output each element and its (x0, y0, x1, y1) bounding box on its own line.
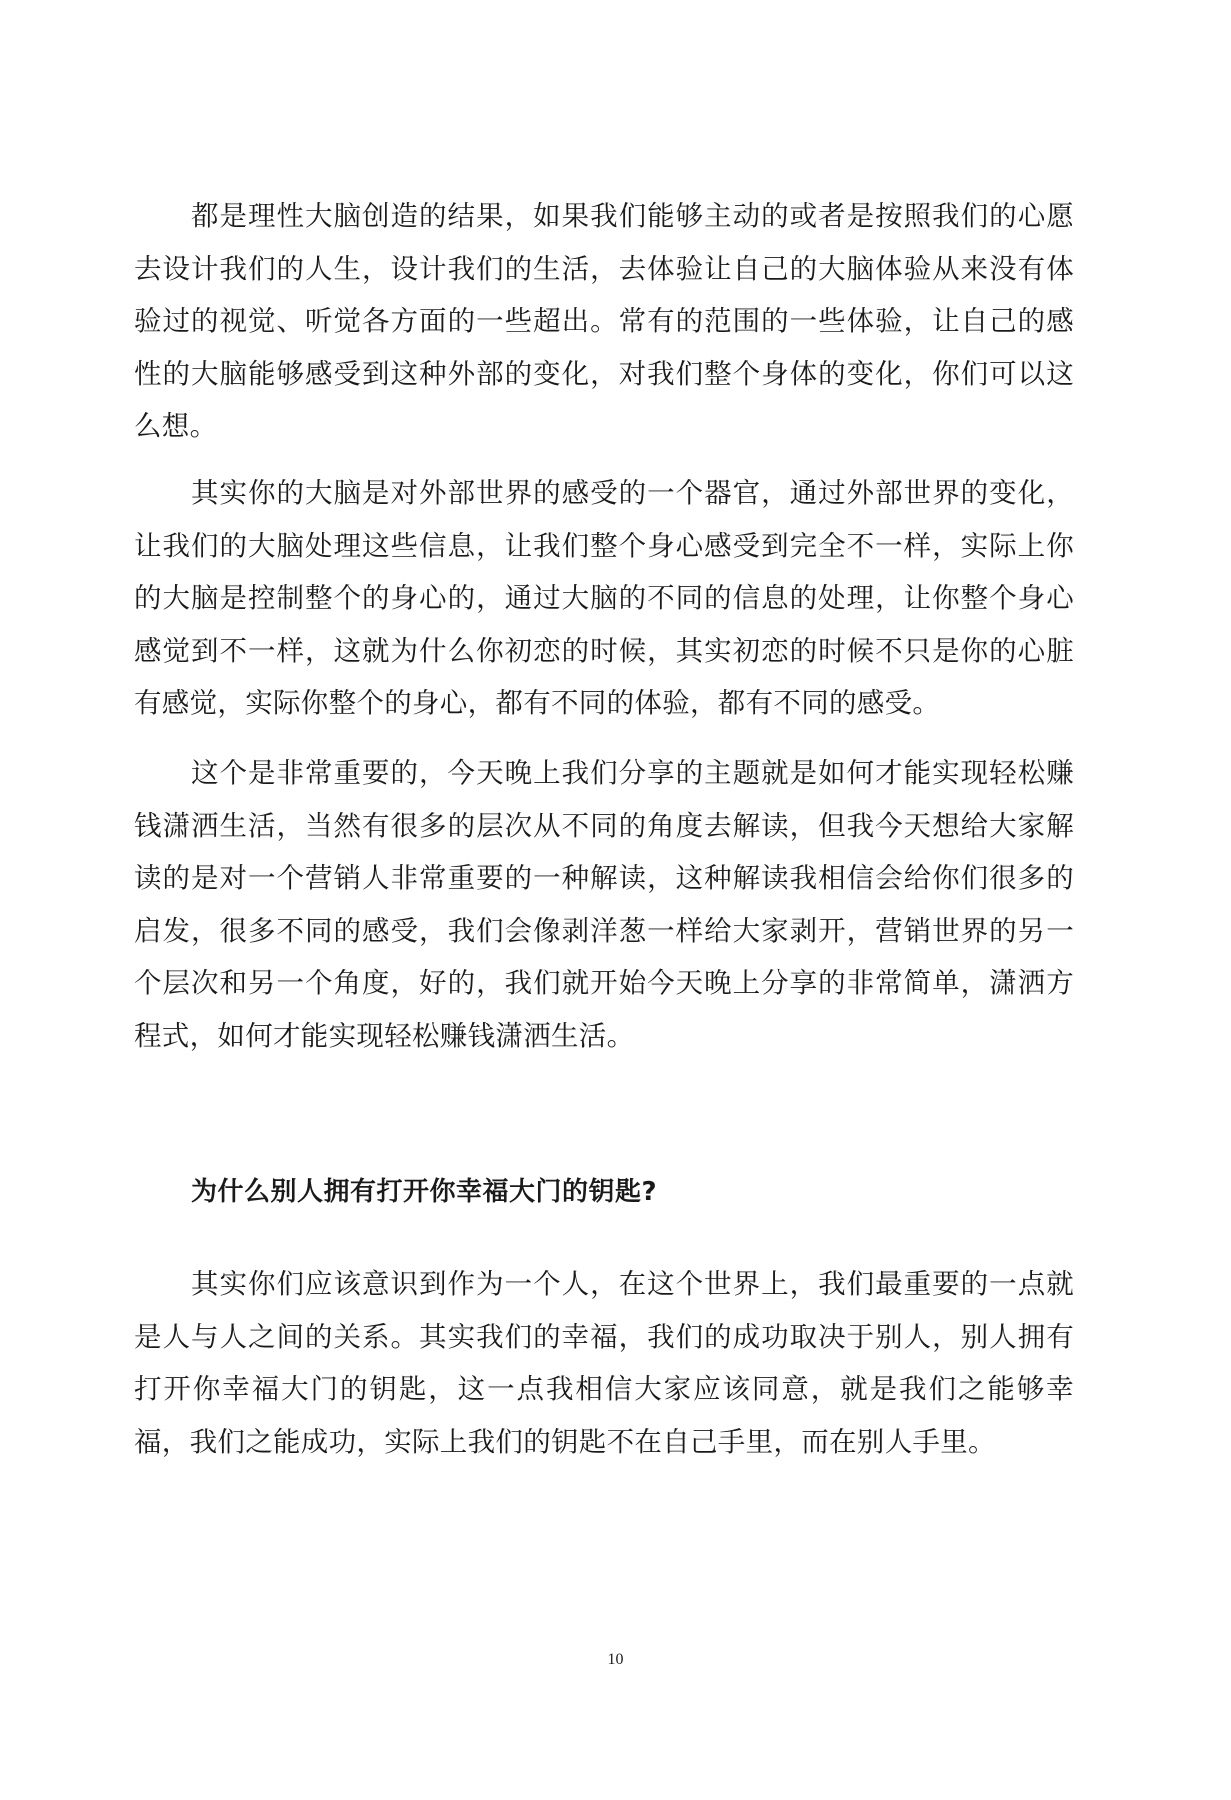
body-paragraph: 其实你们应该意识到作为一个人，在这个世界上，我们最重要的一点就是人与人之间的关系。其实我们的幸福，我们的成功取决于别人，别人拥有打开你幸福大门的钥匙，这一点我相信大家应该同意，就是我们之能够幸福，我们之能成功，实际上我们的钥匙不在自己手里，而在别人手里。 (134, 1268, 1074, 1458)
body-paragraph: 都是理性大脑创造的结果，如果我们能够主动的或者是按照我们的心愿去设计我们的人生，设计我们的生活，去体验让自己的大脑体验从来没有体验过的视觉、听觉各方面的一些超出。常有的范围的一些体验，让自己的感性的大脑能够感受到这种外部的变化，对我们整个身体的变化，你们可以这么想。 (134, 200, 1074, 443)
body-paragraph: 这个是非常重要的，今天晚上我们分享的主题就是如何才能实现轻松赚钱潇洒生活，当然有很多的层次从不同的角度去解读，但我今天想给大家解读的是对一个营销人非常重要的一种解读，这种解读我相信会给你们很多的启发，很多不同的感受，我们会像剥洋葱一样给大家剥开，营销世界的另一个层次和另一个角度，好的，我们就开始今天晚上分享的非常简单，潇洒方程式，如何才能实现轻松赚钱潇洒生活。 (134, 757, 1074, 1052)
section-heading: 为什么别人拥有打开你幸福大门的钥匙? (191, 1177, 658, 1207)
body-paragraph: 其实你的大脑是对外部世界的感受的一个器官，通过外部世界的变化，让我们的大脑处理这些信息，让我们整个身心感受到完全不一样，实际上你的大脑是控制整个的身心的，通过大脑的不同的信息的处理，让你整个身心感觉到不一样，这就为什么你初恋的时候，其实初恋的时候不只是你的心脏有感觉，实际你整个的身心，都有不同的体验，都有不同的感受。 (134, 477, 1074, 720)
page-number: 10 (607, 1651, 624, 1668)
